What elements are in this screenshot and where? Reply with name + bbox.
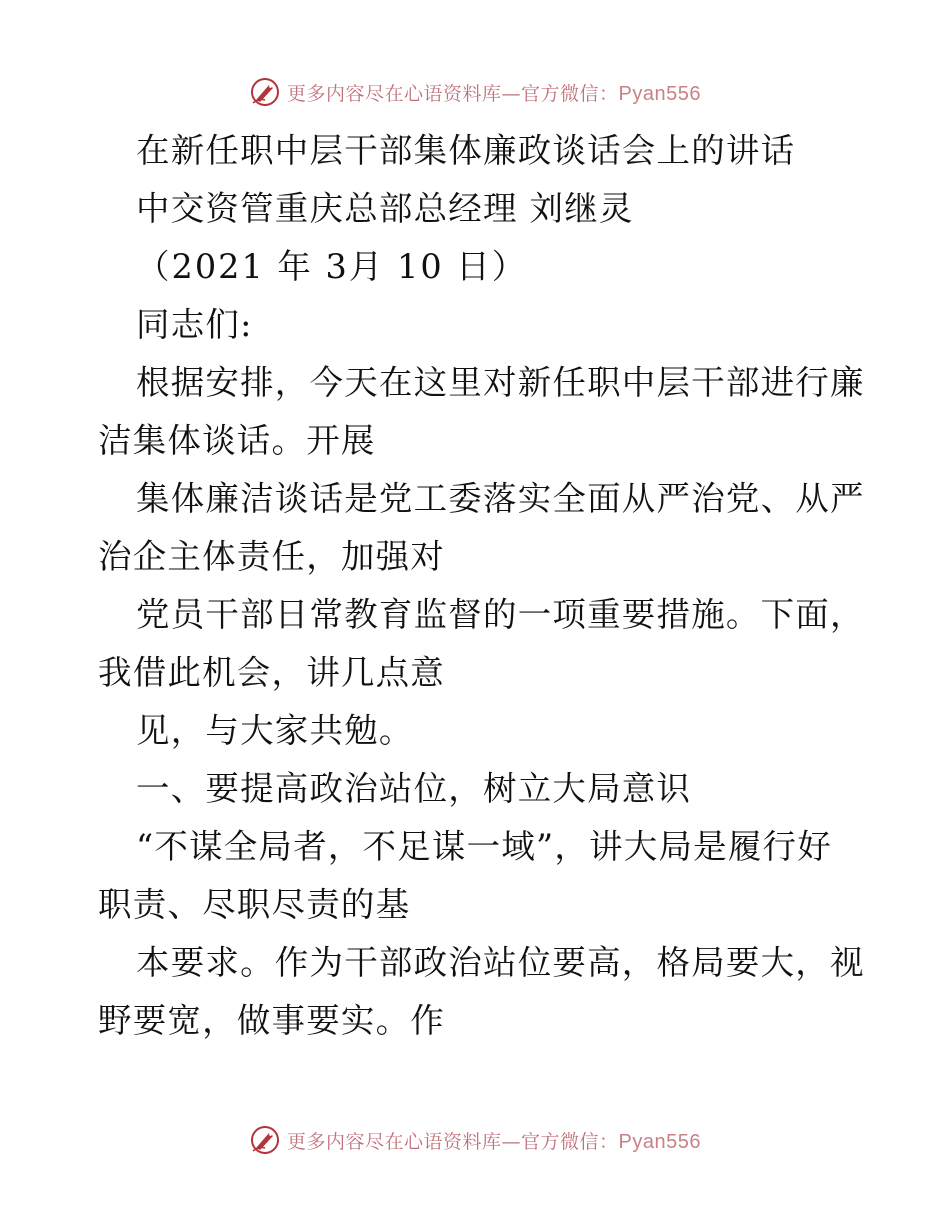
paragraph-line: 治企主体责任，加强对 <box>98 537 445 576</box>
date-line: （2021 年 3月 10 日） <box>136 247 528 286</box>
watermark-text <box>287 79 701 106</box>
paragraph-line: 党员干部日常教育监督的一项重要措施。下面， <box>136 595 865 634</box>
paragraph-line: 职责、尽职尽责的基 <box>98 885 411 924</box>
pen-nib-logo-icon <box>249 76 281 108</box>
paragraph-line: 本要求。作为干部政治站位要高，格局要大，视 <box>136 943 865 982</box>
watermark-text <box>287 1127 701 1154</box>
watermark-contact: 官方微信： <box>521 1130 619 1153</box>
paragraph-line: 我借此机会，讲几点意 <box>98 653 445 692</box>
paragraph-line: 洁集体谈话。开展 <box>98 421 376 460</box>
watermark-header <box>0 72 950 112</box>
section-heading: 一、要提高政治站位，树立大局意识 <box>136 769 692 808</box>
paragraph-line: 见，与大家共勉。 <box>136 711 414 750</box>
watermark-brand: 更多内容尽在心语资料库 <box>287 82 502 105</box>
watermark-wechat: Pyan556 <box>618 82 701 105</box>
watermark-wechat: Pyan556 <box>618 1130 701 1153</box>
watermark-dash: — <box>501 1130 522 1153</box>
pen-nib-logo-icon <box>249 1124 281 1156</box>
speaker-line: 中交资管重庆总部总经理 刘继灵 <box>136 189 634 228</box>
paragraph-line: 集体廉洁谈话是党工委落实全面从严治党、从严 <box>136 479 865 518</box>
watermark-footer <box>0 1120 950 1160</box>
document-title: 在新任职中层干部集体廉政谈话会上的讲话 <box>136 131 796 170</box>
watermark-contact: 官方微信： <box>521 82 619 105</box>
paragraph-line: 野要宽，做事要实。作 <box>98 1001 445 1040</box>
paragraph-line: 根据安排，今天在这里对新任职中层干部进行廉 <box>136 363 865 402</box>
document-body <box>98 122 865 1050</box>
watermark-dash: — <box>501 82 522 105</box>
salutation: 同志们: <box>136 305 253 344</box>
watermark-brand: 更多内容尽在心语资料库 <box>287 1130 502 1153</box>
paragraph-line: “不谋全局者，不足谋一域”，讲大局是履行好 <box>136 827 832 866</box>
